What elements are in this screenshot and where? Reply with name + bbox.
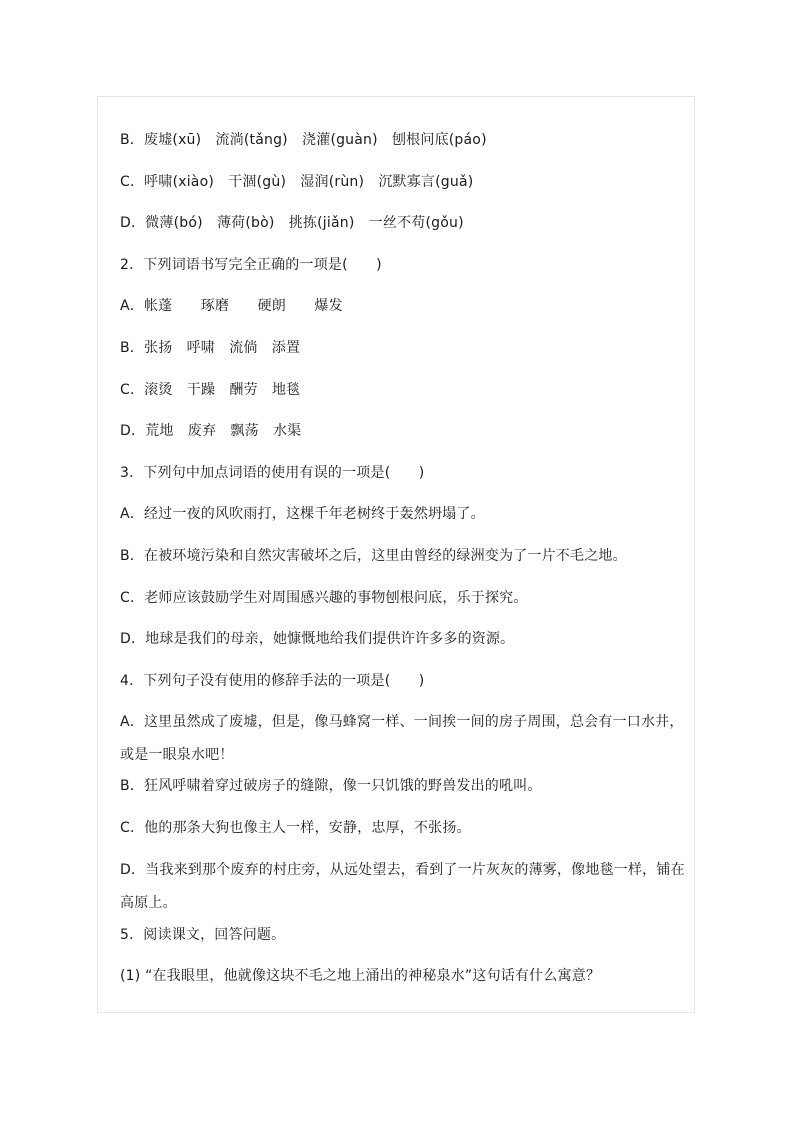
option-c-pinyin: C．呼啸(xiào) 干涸(gù) 湿润(rùn) 沉默寡言(guǎ)	[120, 174, 474, 190]
question-4-option-b: B．狂风呼啸着穿过破房子的缝隙，像一只饥饿的野兽发出的吼叫。	[120, 778, 542, 794]
question-2-option-b: B．张扬 呼啸 流倘 添置	[120, 340, 301, 356]
question-4: 4．下列句子没有使用的修辞手法的一项是( )	[120, 673, 425, 689]
question-2: 2．下列词语书写完全正确的一项是( )	[120, 257, 382, 273]
question-3-option-b: B．在被环境污染和自然灾害破坏之后，这里由曾经的绿洲变为了一片不毛之地。	[120, 548, 627, 564]
document-page	[97, 96, 695, 1013]
question-3-option-d: D．地球是我们的母亲，她慷慨地给我们提供许许多多的资源。	[120, 631, 515, 647]
option-d-pinyin: D．微薄(bó) 薄荷(bò) 挑拣(jiǎn) 一丝不苟(gǒu)	[120, 215, 464, 231]
question-5: 5．阅读课文，回答问题。	[120, 927, 286, 943]
question-3: 3．下列句中加点词语的使用有误的一项是( )	[120, 465, 425, 481]
option-b-pinyin: B．废墟(xū) 流淌(tǎng) 浇灌(guàn) 刨根问底(páo)	[120, 132, 487, 148]
question-3-option-c: C．老师应该鼓励学生对周围感兴趣的事物刨根问底，乐于探究。	[120, 590, 528, 606]
question-2-option-c: C．滚烫 干躁 酬劳 地毯	[120, 382, 301, 398]
question-4-option-c: C．他的那条大狗也像主人一样，安静，忠厚，不张扬。	[120, 820, 471, 836]
question-2-option-d: D．荒地 废弃 飘荡 水渠	[120, 423, 302, 439]
question-2-option-a: A．帐蓬 琢磨 硬朗 爆发	[120, 298, 343, 314]
question-4-option-d-line1: D．当我来到那个废弃的村庄旁，从远处望去，看到了一片灰灰的薄雾，像地毯一样，铺在	[120, 862, 685, 878]
question-3-option-a: A．经过一夜的风吹雨打，这棵千年老树终于轰然坍塌了。	[120, 506, 485, 522]
question-4-option-a-line1: A．这里虽然成了废墟，但是，像马蜂窝一样、一间挨一间的房子周围，总会有一口水井，	[120, 714, 684, 730]
question-5-sub-1: (1) “在我眼里，他就像这块不毛之地上涌出的神秘泉水”这句话有什么寓意？	[120, 968, 601, 984]
question-4-option-d-line2: 高原上。	[120, 895, 177, 911]
question-4-option-a-line2: 或是一眼泉水吧！	[120, 747, 234, 763]
